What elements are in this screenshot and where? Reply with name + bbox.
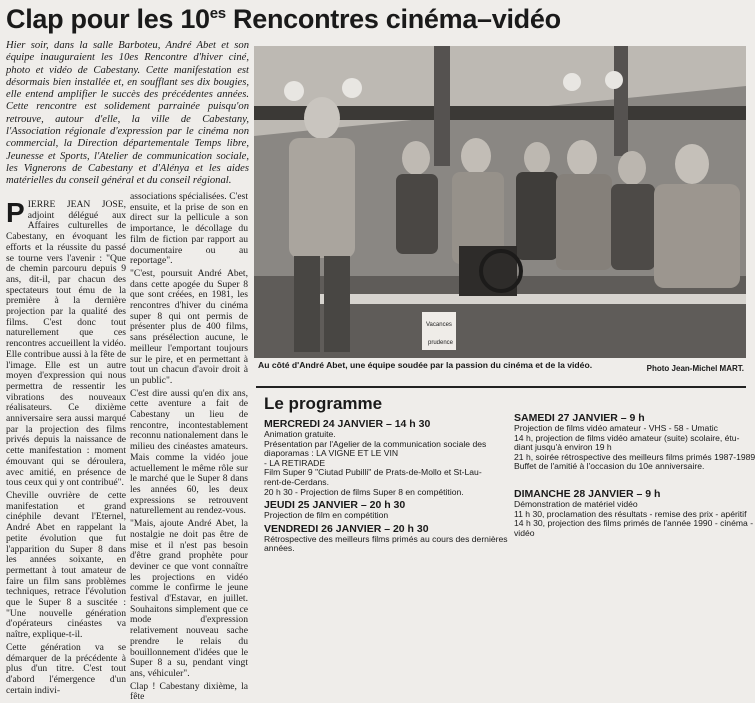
article-intro: Hier soir, dans la salle Barboteu, André Abet et son équipe inauguraient les 10es Rencontre d'hiver ciné, photo et vidéo de Cabestany. Cette manifestation est désormais bien installée et, en soufflant ses dix bougies, elle entend amplifier le succès des précédentes années. Cette rencontre est solidement parrainée puisqu'on retrouve, autour d'elle, la ville de Cabestany, l'Association régionale d'expression par le cinéma non commercial, la Direction départementale Temps libre, Jeunesse et Sports, l'Atelier de communication sociale, les Vignerons de Cabestany et d'Alénya et les aides matérielles du conseil général et du conseil régional. xyxy=(6,40,249,187)
programme-day: DIMANCHE 28 JANVIER – 9 h xyxy=(514,487,661,500)
article-column-1: PIERRE JEAN JOSE, adjoint délégué aux Affaires culturelles de Cabestany, en évoquant les efforts et la réussite du passé se tourne vers l'avenir : "Que de chemin parcouru depuis 9 ans, dit-il, par chacun des spectateurs tout ému de la première à la dernière projection par la qualité des films. C'est donc tout naturellement que ces rencontres accueillent la vidéo. Elle contribue aussi à la fête de l'image. Elle est un autre moyen d'expression qui nous permettra de ressentir les vibrations des nouveaux réalisateurs. Ce dixième anniversaire sera aussi marqué par la projection des films privés depuis la naissance de cette manifestation : moment émouvant qui se déroulera, avec amitié, en présence de tous ceux qui y ont contribué". Cheville ouvrière de cette manifestation et grand cinéphile devant l'Eternel, André Abet en rappelant la petite évolution que fut l'apparition du Super 8 dans les années soixante, en permettant à tout amateur de faire un film sans problèmes techniques, retrace l'évolution que le Super 8 a suscitée : "Une nouvelle génération d'opérateurs cinéastes va naître, explique-t-il. Cette génération va se démarquer de la précédente à plus d'un titre. C'est tout d'abord l'émergence d'un certain indivi- xyxy=(6,197,126,696)
article-headline: Clap pour les $10^{es}$ Rencontres cinéma–vidéo xyxy=(6,4,561,34)
sign-text-1: Vacances xyxy=(426,322,452,328)
group-photo xyxy=(254,46,746,358)
programme-box xyxy=(256,386,755,554)
sign-text-2: prudence xyxy=(428,340,454,346)
programme-left-column: MERCREDI 24 JANVIER – 14 h 30 Animation gratuite. Présentation par l'Agelier de la communication sociale des diaporamas : LA VIGNE ET LE VIN - LA RETIRADE Film Super 9 "Ciutad Pubilli" de Prats-de-Mollo et St-Lau- rent-de-Cerdans. 20 h 30 - Projection de films Super 8 en compétition. JEUDI 25 JANVIER – 20 h 30 Projection de film en compétition VENDREDI 26 JANVIER – 20 h 30 Rétrospective des meilleurs films primés au cours des dernières années. xyxy=(264,416,516,554)
programme-title: Le programme xyxy=(264,394,383,413)
drop-cap: P xyxy=(6,197,25,228)
photo-credit: Photo Jean-Michel MART. xyxy=(646,364,744,373)
article-column-2: associations spécialisées. C'est ensuite, et la prise de son en direct sur la pellicule a son importance, le décollage du film de fiction par rapport au documentaire ou au reportage". "C'est, poursuit André Abet, dans cette apogée du Super 8 que sont créées, en 1981, les rencontres d'hiver du cinéma super 8 qui ont permis de présenter plus de 400 films, sans présélection aucune, le meilleur l'emportant toujours sur le pire, et en permettant à tout un chacun d'avoir droit à un public". C'est dire aussi qu'en dix ans, cette aventure a fait de Cabestany un lieu de rencontre, incontestablement reconnu nationalement dans le milieu des cinéastes amateurs. Mais comme la vidéo joue actuellement le même rôle sur le marché que le Super 8 dans les années 60, les deux expressions se retrouvent naturellement au rendez-vous. "Mais, ajoute André Abet, la nostalgie ne doit pas être de mise et il n'est pas besoin d'être grand prophète pour deviner ce que vont connaître les projections en vidéo comme le confirme le jeune festival d'Estavar, en juillet. Souhaitons simplement que ce mode d'expression relativement nouveau sache prendre le relais du bouillonnement d'idées que le Super 8 a su, pendant vingt ans, véhiculer". Clap ! Cabestany dixième, la fête xyxy=(130,191,248,703)
programme-day: JEUDI 25 JANVIER – 20 h 30 xyxy=(264,499,406,512)
photo-caption: Au côté d'André Abet, une équipe soudée par la passion du cinéma et de la vidéo. xyxy=(258,360,593,370)
photo-illustration xyxy=(254,46,746,358)
programme-day: VENDREDI 26 JANVIER – 20 h 30 xyxy=(264,522,429,535)
programme-day: SAMEDI 27 JANVIER – 9 h xyxy=(514,412,645,424)
programme-day: MERCREDI 24 JANVIER – 14 h 30 xyxy=(264,418,431,430)
programme-right-column: SAMEDI 27 JANVIER – 9 h Projection de films vidéo amateur - VHS - 58 - Umatic 14 h, projection de films vidéo amateur (suite) scolaire, étu- diant jusqu'à environ 19 h 21 h, soirée rétrospective des meilleurs films primés 1987-1989 Buffet de l'amitié à l'occasion du 10e anniversaire. DIMANCHE 28 JANVIER – 9 h Démonstration de matériel vidéo 11 h 30, proclamation des résultats - remise des prix - apéritif 14 h 30, projection des films primés de l'année 1990 - cinéma - vidéo xyxy=(514,412,755,538)
